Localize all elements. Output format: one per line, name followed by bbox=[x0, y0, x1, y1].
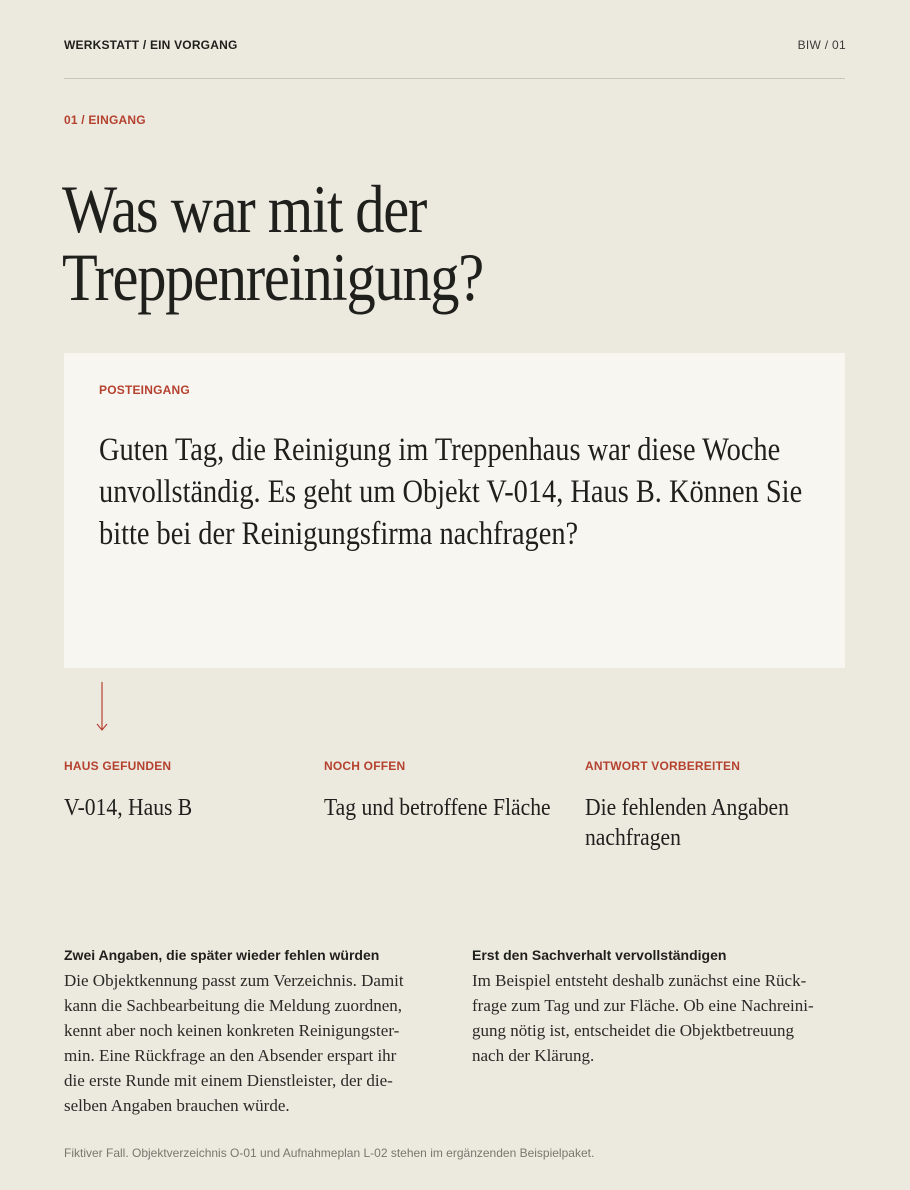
column-value-line-2: nachfragen bbox=[585, 825, 681, 851]
column-value-line-1: V-014, Haus B bbox=[64, 795, 193, 821]
inbox-card bbox=[64, 353, 845, 668]
note-heading: Zwei Angaben, die später wieder fehlen würden bbox=[64, 947, 380, 963]
inbox-message bbox=[99, 429, 813, 555]
note-line: Die Objektkennung passt zum Verzeichnis. Damit bbox=[64, 971, 404, 990]
column-label: HAUS GEFUNDEN bbox=[64, 759, 172, 773]
title-line-1: Was war mit der bbox=[62, 171, 427, 247]
note-line: die erste Runde mit einem Dienstleister, der die- bbox=[64, 1071, 393, 1090]
note-line: frage zum Tag und zur Fläche. Ob eine Nachreini- bbox=[472, 996, 814, 1015]
header-title: WERKSTATT / EIN VORGANG bbox=[64, 38, 238, 52]
column-still-open bbox=[324, 759, 574, 823]
column-value-line-1: Die fehlenden Angaben bbox=[585, 795, 789, 821]
header-divider bbox=[64, 78, 845, 79]
column-value-line-1: Tag und betroffene Fläche bbox=[324, 795, 551, 821]
note-line: gung nötig ist, entscheidet die Objektbetreuung bbox=[472, 1021, 794, 1040]
note-body bbox=[472, 968, 852, 1068]
title-line-2: Treppenreinigung? bbox=[62, 239, 483, 315]
note-heading: Erst den Sachverhalt vervollständigen bbox=[472, 947, 727, 963]
note-body bbox=[64, 968, 444, 1118]
note-line: Im Beispiel entsteht deshalb zunächst eine Rück- bbox=[472, 971, 807, 990]
column-house-found bbox=[64, 759, 314, 823]
column-label: ANTWORT VORBEREITEN bbox=[585, 759, 741, 773]
column-value bbox=[64, 793, 307, 823]
section-label: 01 / EINGANG bbox=[64, 113, 146, 127]
footer-note: Fiktiver Fall. Objektverzeichnis O-01 und Aufnahmeplan L-02 stehen im ergänzenden Beispielpaket. bbox=[64, 1146, 595, 1160]
note-line: kann die Sachbearbeitung die Meldung zuordnen, bbox=[64, 996, 403, 1015]
note-line: nach der Klärung. bbox=[472, 1046, 595, 1065]
page-title bbox=[62, 171, 716, 315]
note-complete-facts bbox=[472, 947, 852, 1068]
note-line: min. Eine Rückfrage an den Absender erspart ihr bbox=[64, 1046, 397, 1065]
note-missing-details bbox=[64, 947, 444, 1118]
inbox-label: POSTEINGANG bbox=[99, 383, 190, 397]
note-line: selben Angaben brauchen würde. bbox=[64, 1096, 290, 1115]
arrow-down-icon bbox=[95, 682, 109, 732]
column-label: NOCH OFFEN bbox=[324, 759, 406, 773]
inbox-line-1: Guten Tag, die Reinigung im Treppenhaus war diese Woche bbox=[99, 432, 781, 468]
note-line: kennt aber noch keinen konkreten Reinigungster- bbox=[64, 1021, 400, 1040]
column-prepare-answer bbox=[585, 759, 835, 853]
column-value bbox=[585, 793, 828, 853]
page-number: BIW / 01 bbox=[797, 38, 846, 52]
inbox-line-3: bitte bei der Reinigungsfirma nachfragen? bbox=[99, 516, 579, 552]
column-value bbox=[324, 793, 567, 823]
inbox-line-2: unvollständig. Es geht um Objekt V-014, Haus B. Können Sie bbox=[99, 474, 803, 510]
